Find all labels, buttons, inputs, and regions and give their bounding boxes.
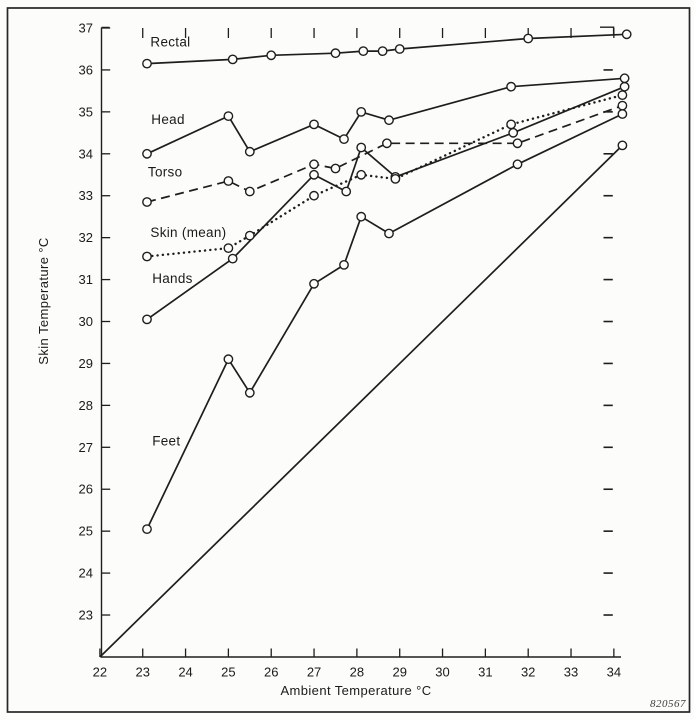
data-point-marker <box>143 150 151 158</box>
data-point-marker <box>340 135 348 143</box>
x-axis-tick-label: 23 <box>135 664 150 680</box>
markers-feet <box>143 110 627 534</box>
data-point-marker <box>143 198 151 206</box>
data-point-marker <box>391 175 399 183</box>
x-axis-title: Ambient Temperature °C <box>280 683 432 698</box>
data-point-marker <box>359 47 367 55</box>
markers-ambient-skin-reference <box>618 141 626 149</box>
data-point-marker <box>396 45 404 53</box>
data-point-marker <box>385 116 393 124</box>
series-label-rectal: Rectal <box>150 34 191 50</box>
data-point-marker <box>620 74 628 82</box>
y-axis-tick-label: 36 <box>78 62 93 78</box>
y-axis-tick-label: 25 <box>78 523 93 539</box>
x-axis-tick-label: 33 <box>563 664 579 680</box>
top-right-corner-mark <box>600 27 614 35</box>
y-axis-tick-label: 31 <box>78 272 93 288</box>
x-axis-tick-label: 30 <box>435 664 450 680</box>
data-point-marker <box>513 160 521 168</box>
chart-markers <box>143 30 631 533</box>
y-axis-title: Skin Temperature °C <box>36 237 51 365</box>
y-axis-tick-label: 33 <box>78 188 93 204</box>
data-point-marker <box>618 91 626 99</box>
data-point-marker <box>620 83 628 91</box>
data-point-marker <box>340 261 348 269</box>
y-axis-tick-label: 23 <box>78 607 93 623</box>
data-point-marker <box>246 389 254 397</box>
y-axis-tick-label: 30 <box>78 314 93 330</box>
data-point-marker <box>224 355 232 363</box>
data-point-marker <box>618 101 626 109</box>
series-line-ambient-skin-reference <box>100 145 623 657</box>
data-point-marker <box>246 148 254 156</box>
series-label-torso: Torso <box>147 164 183 180</box>
data-point-marker <box>143 252 151 260</box>
x-axis-tick-label: 28 <box>349 664 365 680</box>
data-point-marker <box>357 143 365 151</box>
data-point-marker <box>310 120 318 128</box>
data-point-marker <box>310 160 318 168</box>
data-point-marker <box>229 254 237 262</box>
data-point-marker <box>143 59 151 67</box>
data-point-marker <box>513 139 521 147</box>
series-ambient-skin-reference <box>100 145 623 657</box>
data-point-marker <box>310 171 318 179</box>
data-point-marker <box>224 244 232 252</box>
x-axis-tick-label: 22 <box>92 664 108 680</box>
x-axis-tick-label: 32 <box>520 664 536 680</box>
data-point-marker <box>246 187 254 195</box>
y-axis-tick-label: 34 <box>78 146 93 162</box>
series-feet <box>147 111 622 529</box>
data-point-marker <box>143 525 151 533</box>
data-point-marker <box>378 47 386 55</box>
markers-torso <box>143 101 627 206</box>
data-point-marker <box>310 280 318 288</box>
data-point-marker <box>383 139 391 147</box>
data-point-marker <box>385 229 393 237</box>
y-axis-tick-label: 26 <box>78 481 93 497</box>
figure-number: 820567 <box>650 698 686 710</box>
data-point-marker <box>310 192 318 200</box>
x-axis-tick-label: 31 <box>478 664 493 680</box>
data-point-marker <box>623 30 631 38</box>
series-label-feet: Feet <box>152 433 181 449</box>
x-axis-tick-label: 24 <box>178 664 193 680</box>
x-axis-tick-label: 34 <box>606 664 622 680</box>
data-point-marker <box>224 177 232 185</box>
series-label-skin-mean: Skin (mean) <box>150 225 227 241</box>
data-point-marker <box>224 112 232 120</box>
data-point-marker <box>618 110 626 118</box>
data-point-marker <box>342 187 350 195</box>
series-line-feet <box>147 111 622 529</box>
y-axis-tick-label: 28 <box>78 397 93 413</box>
data-point-marker <box>331 49 339 57</box>
y-axis-tick-label: 37 <box>78 20 93 36</box>
y-axis-tick-label: 32 <box>78 230 93 246</box>
data-point-marker <box>507 120 515 128</box>
data-point-marker <box>357 171 365 179</box>
series-label-hands: Hands <box>152 271 193 287</box>
series-label-head: Head <box>151 111 185 127</box>
figure-border <box>8 8 690 712</box>
x-axis-tick-label: 26 <box>263 664 279 680</box>
data-point-marker <box>267 51 275 59</box>
markers-rectal <box>143 30 631 68</box>
x-axis-tick-label: 29 <box>392 664 407 680</box>
data-point-marker <box>618 141 626 149</box>
data-point-marker <box>331 164 339 172</box>
data-point-marker <box>507 83 515 91</box>
x-axis-tick-label: 27 <box>306 664 322 680</box>
data-point-marker <box>357 213 365 221</box>
data-point-marker <box>357 108 365 116</box>
chart-series <box>100 34 627 657</box>
data-point-marker <box>509 129 517 137</box>
y-axis-tick-label: 29 <box>78 355 93 371</box>
data-point-marker <box>524 34 532 42</box>
y-axis-tick-label: 27 <box>78 439 93 455</box>
y-axis-tick-label: 24 <box>78 565 93 581</box>
data-point-marker <box>143 315 151 323</box>
x-axis-tick-label: 25 <box>221 664 236 680</box>
data-point-marker <box>246 231 254 239</box>
y-axis-tick-label: 35 <box>78 104 93 120</box>
data-point-marker <box>229 55 237 63</box>
